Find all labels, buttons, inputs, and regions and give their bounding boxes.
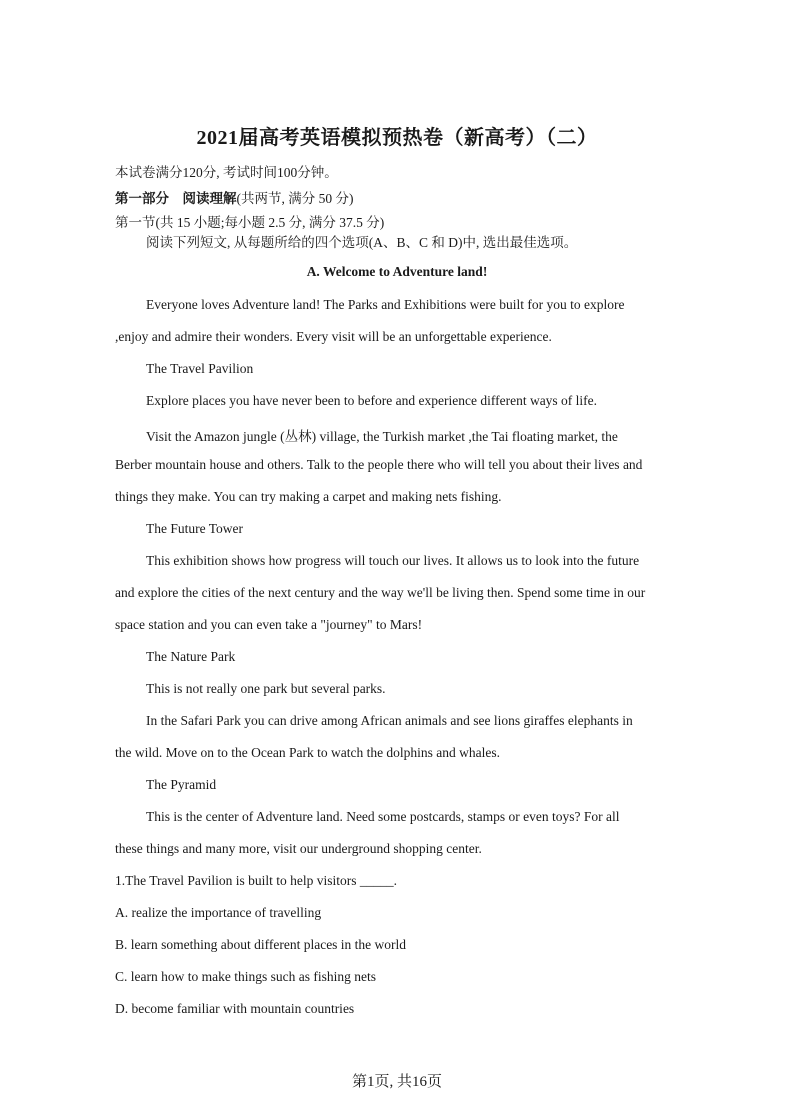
subheading-nature-park: The Nature Park: [146, 649, 236, 664]
passage-line: and explore the cities of the next century and the way we'll be living then. Spend some time in our: [115, 585, 646, 600]
passage-line: Berber mountain house and others. Talk to the people there who will tell you about their lives and: [115, 457, 643, 472]
passage-line: space station and you can even take a "journey" to Mars!: [115, 617, 423, 632]
passage-line: the wild. Move on to the Ocean Park to watch the dolphins and whales.: [115, 745, 501, 760]
option-a: A. realize the importance of travelling: [115, 905, 322, 920]
part-name: 阅读理解: [182, 191, 237, 206]
passage-line: Explore places you have never been to before and experience different ways of life.: [146, 393, 598, 408]
section-info: 第一节(共 15 小题;每小题 2.5 分, 满分 37.5 分): [115, 215, 385, 230]
passage-title: A. Welcome to Adventure land!: [306, 264, 488, 279]
subheading-future-tower: The Future Tower: [146, 521, 244, 536]
passage-line: This exhibition shows how progress will touch our lives. It allows us to look into the future: [146, 553, 640, 568]
passage-line: This is not really one park but several parks.: [146, 681, 386, 696]
question-stem: 1.The Travel Pavilion is built to help visitors _____.: [115, 873, 398, 888]
part-label: 第一部分: [115, 191, 169, 206]
passage-line: Everyone loves Adventure land! The Parks and Exhibitions were built for you to explore: [146, 297, 625, 312]
page-footer: 第1页, 共16页: [351, 1074, 442, 1090]
passage-line: Visit the Amazon jungle (丛林) village, the Turkish market ,the Tai floating market, the: [146, 429, 618, 444]
part-heading: [115, 187, 354, 207]
passage-line: things they make. You can try making a carpet and making nets fishing.: [115, 489, 502, 504]
passage-line: This is the center of Adventure land. Need some postcards, stamps or even toys? For all: [146, 809, 620, 824]
subheading-pyramid: The Pyramid: [146, 777, 217, 792]
instruction: 阅读下列短文, 从每题所给的四个选项(A、B、C 和 D)中, 选出最佳选项。: [146, 235, 578, 250]
page-title: 2021届高考英语模拟预热卷（新高考）（二）: [196, 127, 598, 149]
option-b: B. learn something about different places in the world: [115, 937, 407, 952]
part-detail: (共两节, 满分 50 分): [236, 191, 354, 206]
passage-line: In the Safari Park you can drive among African animals and see lions giraffes elephants in: [146, 713, 633, 728]
subheading-travel-pavilion: The Travel Pavilion: [146, 361, 254, 376]
passage-line: these things and many more, visit our underground shopping center.: [115, 841, 482, 856]
option-c: C. learn how to make things such as fishing nets: [115, 969, 376, 984]
exam-info: 本试卷满分120分, 考试时间100分钟。: [115, 165, 338, 180]
option-d: D. become familiar with mountain countries: [115, 1001, 355, 1016]
passage-line: ,enjoy and admire their wonders. Every visit will be an unforgettable experience.: [115, 329, 552, 344]
